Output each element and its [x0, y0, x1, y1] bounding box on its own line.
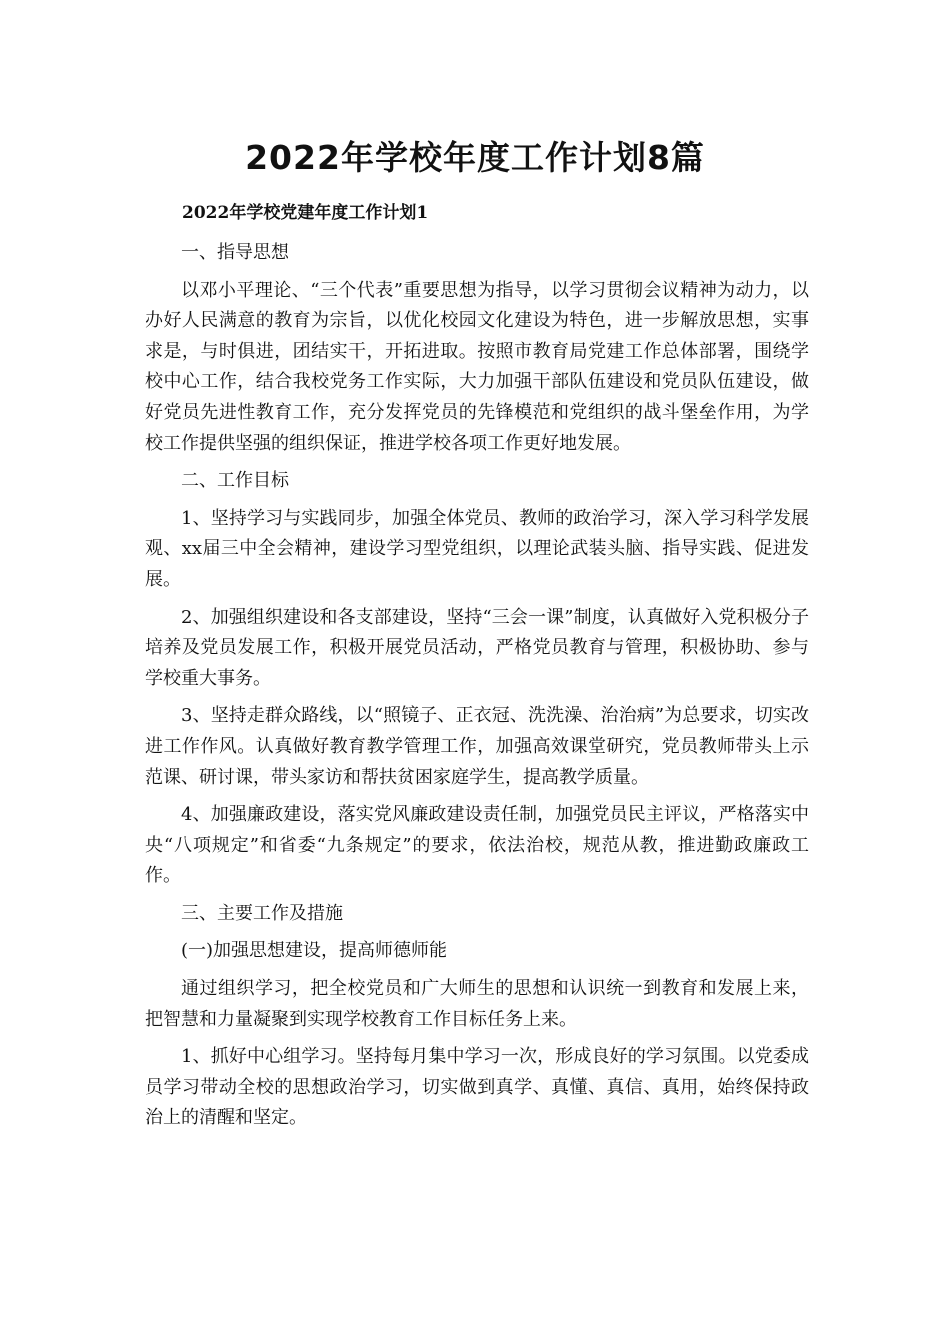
body-paragraph: 以邓小平理论、“三个代表”重要思想为指导，以学习贯彻会议精神为动力，以办好人民满意的教育为宗旨，以优化校园文化建设为特色，进一步解放思想，实事求是，与时俱进，团结实干，开拓进取。按照市教育局党建工作总体部署，围绕学校中心工作，结合我校党务工作实际，大力加强干部队伍建设和党员队伍建设，做好党员先进性教育工作，充分发挥党员的先锋模范和党组织的战斗堡垒作用，为学校工作提供坚强的组织保证，推进学校各项工作更好地发展。 — [145, 279, 809, 454]
document-title: 2022年学校年度工作计划8篇 — [245, 138, 705, 177]
body-paragraph: 1、抓好中心组学习。坚持每月集中学习一次，形成良好的学习氛围。以党委成员学习带动全校的思想政治学习，切实做到真学、真懂、真信、真用，始终保持政治上的清醒和坚定。 — [145, 1046, 809, 1129]
subsection-heading: (一)加强思想建设，提高师德师能 — [181, 940, 448, 962]
body-paragraph: 4、加强廉政建设，落实党风廉政建设责任制，加强党员民主评议，严格落实中央“八项规定”和省委“九条规定”的要求，依法治校，规范从教，推进勤政廉政工作。 — [145, 804, 809, 887]
body-paragraph: 2、加强组织建设和各支部建设，坚持“三会一课”制度，认真做好入党积极分子培养及党员发展工作，积极开展党员活动，严格党员教育与管理，积极协助、参与学校重大事务。 — [145, 606, 809, 689]
body-paragraph: 3、坚持走群众路线，以“照镜子、正衣冠、洗洗澡、治治病”为总要求，切实改进工作作风。认真做好教育教学管理工作，加强高效课堂研究，党员教师带头上示范课、研讨课，带头家访和帮扶贫困家庭学生，提高教学质量。 — [145, 705, 809, 788]
body-paragraph: 1、坚持学习与实践同步，加强全体党员、教师的政治学习，深入学习科学发展观、xx届三中全会精神，建设学习型党组织，以理论武装头脑、指导实践、促进发展。 — [145, 507, 809, 590]
document-body — [145, 238, 809, 1141]
section-heading-work-goals: 二、工作目标 — [181, 470, 289, 492]
document-subtitle: 2022年学校党建年度工作计划1 — [182, 203, 429, 223]
section-heading-guiding-ideology: 一、指导思想 — [181, 242, 289, 263]
body-paragraph: 通过组织学习，把全校党员和广大师生的思想和认识统一到教育和发展上来，把智慧和力量凝聚到实现学校教育工作目标任务上来。 — [145, 978, 809, 1030]
section-heading-main-work: 三、主要工作及措施 — [181, 902, 343, 924]
